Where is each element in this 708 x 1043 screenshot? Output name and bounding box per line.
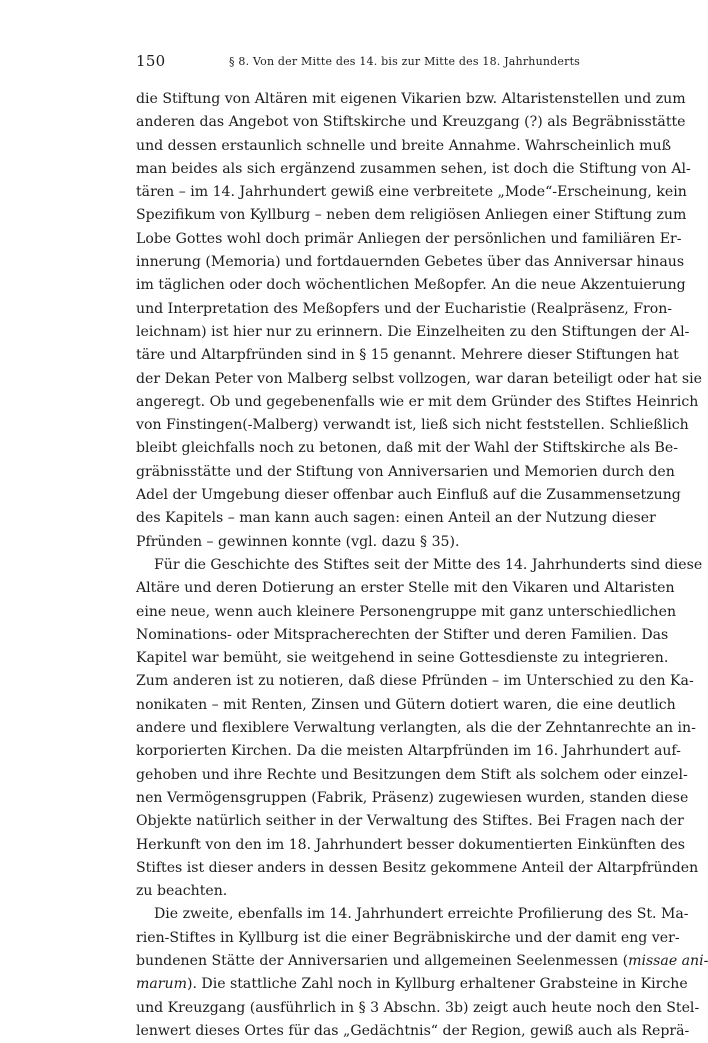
text-line: andere und flexiblere Verwaltung verlangten, als die der Zehntanrechte an in- [136,720,696,737]
text-line: bleibt gleichfalls noch zu betonen, daß mit der Wahl der Stiftskirche als Be- [136,440,679,457]
text-line: zu beachten. [136,883,228,900]
text-line: im täglichen oder doch wöchentlichen Meßopfer. An die neue Akzentuierung [136,277,686,294]
page-header [136,52,581,74]
text-line: und Interpretation des Meßopfers und der Eucharistie (Realpräsenz, Fron- [136,300,673,317]
text-line: rien-Stiftes in Kyllburg ist die einer Begräbniskirche und der damit eng ver- [136,929,680,946]
text-line: korporierten Kirchen. Da die meisten Altarpfründen im 16. Jahrhundert auf- [136,743,681,760]
text-line: anderen das Angebot von Stiftskirche und Kreuzgang (?) als Begräbnisstätte [136,114,686,131]
text-line: innerung (Memoria) und fortdauernden Gebetes über das Anniversar hinaus [136,254,685,271]
text-line: täre und Altarpfründen sind in § 15 genannt. Mehrere dieser Stiftungen hat [136,347,679,364]
text-line-with-italic [136,973,688,996]
text-line: Stiftes ist dieser anders in dessen Besitz gekommene Anteil der Altarpfründen [136,859,699,876]
text-line: Adel der Umgebung dieser offenbar auch Einfluß auf die Zusammensetzung [136,487,681,504]
text-line: nonikaten – mit Renten, Zinsen und Gütern dotiert waren, die eine deutlich [136,696,676,713]
text-line: Für die Geschichte des Stiftes seit der Mitte des 14. Jahrhunderts sind diese [154,556,703,573]
paragraph-2 [136,554,703,903]
text-line: nen Vermögensgruppen (Fabrik, Präsenz) zugewiesen wurden, standen diese [136,789,689,806]
text-line: gräbnisstätte und der Stiftung von Anniversarien und Memorien durch den [136,463,675,480]
body-text [136,88,708,1043]
italic-phrase: marum [136,976,187,993]
text-line: tären – im 14. Jahrhundert gewiß eine verbreitete „Mode“-Erscheinung, kein [136,184,687,201]
text-line: und dessen erstaunlich schnelle und breite Annahme. Wahrscheinlich muß [136,137,671,154]
text-line: Zum anderen ist zu notieren, daß diese Pfründen – im Unterschied zu den Ka- [136,673,694,690]
text-line: man beides als sich ergänzend zusammen sehen, ist doch die Stiftung von Al- [136,160,691,177]
text-line: Nominations- oder Mitspracherechten der Stifter und deren Familien. Das [136,626,669,643]
running-title: § 8. Von der Mitte des 14. bis zur Mitte des 18. Jahrhunderts [229,55,581,68]
italic-phrase: missae ani- [628,952,708,969]
text-line: der Dekan Peter von Malberg selbst vollzogen, war daran beteiligt oder hat sie [136,370,702,387]
text-line: und Kreuzgang (ausführlich in § 3 Abschn. 3b) zeigt auch heute noch den Stel- [136,999,700,1016]
paragraph-3 [136,903,708,1043]
text-line-with-italic [136,950,708,973]
text-line: Herkunft von den im 18. Jahrhundert besser dokumentierten Einkünften des [136,836,685,853]
text-line: gehoben und ihre Rechte und Besitzungen dem Stift als solchem oder einzel- [136,766,688,783]
text-line: leichnam) ist hier nur zu erinnern. Die Einzelheiten zu den Stiftungen der Al- [136,323,690,340]
text-line: Pfründen – gewinnen konnte (vgl. dazu § 35). [136,533,460,550]
text-line: Die zweite, ebenfalls im 14. Jahrhundert erreichte Profilierung des St. Ma- [154,906,689,923]
text-segment: bundenen Stätte der Anniversarien und allgemeinen Seelenmessen ( [136,952,629,969]
text-line: Spezifikum von Kyllburg – neben dem religiösen Anliegen einer Stiftung zum [136,207,687,224]
text-line: die Stiftung von Altären mit eigenen Vikarien bzw. Altaristenstellen und zum [136,91,686,107]
text-line: des Kapitels – man kann auch sagen: einen Anteil an der Nutzung dieser [136,510,656,527]
text-line: lenwert dieses Ortes für das „Gedächtnis“ der Region, gewiß auch als Reprä- [136,1022,690,1039]
text-line: Objekte natürlich seither in der Verwaltung des Stiftes. Bei Fragen nach der [136,813,684,830]
paragraph-1 [136,88,702,554]
text-line: Altäre und deren Dotierung an erster Stelle mit den Vikaren und Altaristen [136,580,675,597]
text-segment: ). Die stattliche Zahl noch in Kyllburg erhaltener Grabsteine in Kirche [186,976,688,993]
text-line: Lobe Gottes wohl doch primär Anliegen der persönlichen und familiären Er- [136,230,682,247]
text-line: Kapitel war bemüht, sie weitgehend in seine Gottesdienste zu integrieren. [136,650,669,667]
page-number: 150 [136,52,166,70]
text-line: angeregt. Ob und gegebenenfalls wie er mit dem Gründer des Stiftes Heinrich [136,393,699,410]
text-line: von Finstingen(-Malberg) verwandt ist, ließ sich nicht feststellen. Schließlich [136,417,689,434]
text-line: eine neue, wenn auch kleinere Personengruppe mit ganz unterschiedlichen [136,603,677,620]
